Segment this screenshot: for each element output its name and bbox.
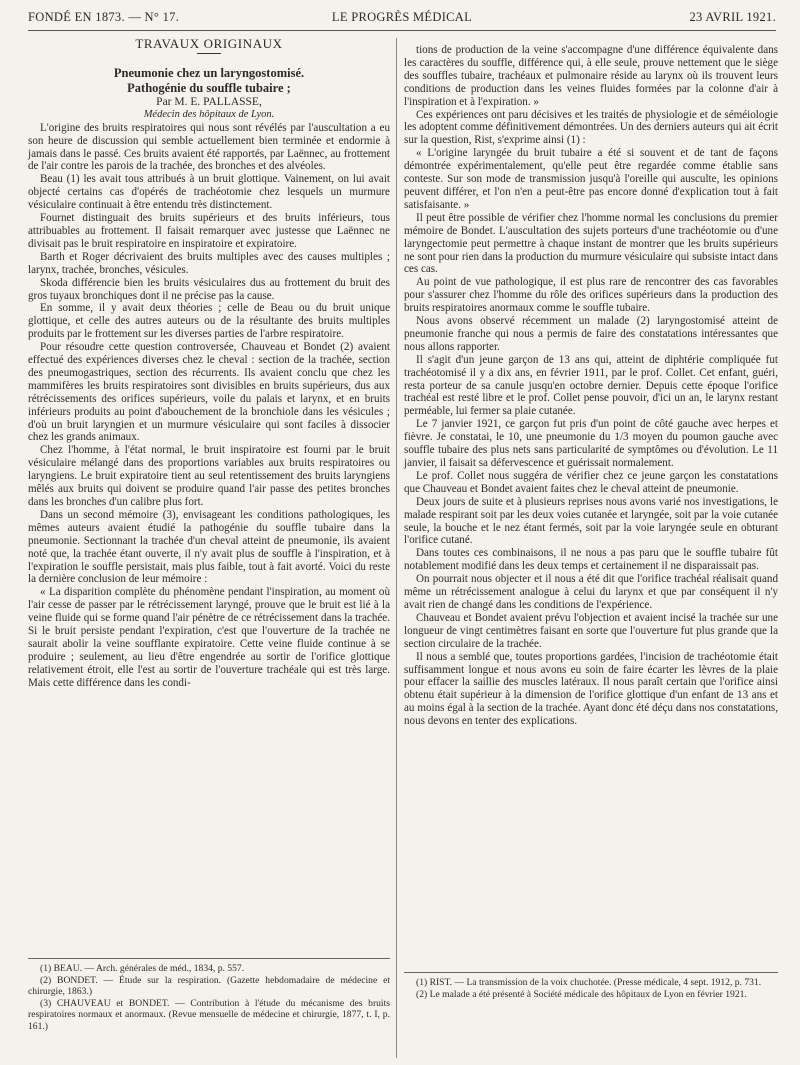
footnote: (2) Le malade a été présenté à Société médicale des hôpitaux de Lyon en février 1921. xyxy=(416,988,747,1000)
right-footnotes xyxy=(404,972,778,1000)
paragraph: Il nous a semblé que, toutes proportions gardées, l'incision de trachéotomie était suffisamment longue et nous avons eu soin de faire écarter les lèvres de la plaie pour effacer la saillie des muscles latéraux. Il nous paraît certain que l'orifice ainsi obtenu était supérieur à la dimension de l'orifice glottique d'un enfant de 13 ans et au moins égal à la section de la trachée. Ayant donc été déçu dans nos constatations, nous devons en tenter des explications. xyxy=(404,650,778,728)
paragraph: Skoda différencie bien les bruits vésiculaires dus au frottement du bruit des gros tuyaux bronchiques dont il ne précise pas la cause. xyxy=(28,276,390,302)
article-title-line1: Pneumonie chez un laryngostomisé. xyxy=(113,65,305,80)
footnote-rule xyxy=(28,958,390,959)
right-column xyxy=(404,44,778,728)
paragraph: On pourrait nous objecter et il nous a été dit que l'orifice trachéal réalisait quand même un rétrécissement analogue à celui du larynx et que par conséquent il n'y avait rien de changé dans les conditions de l'expérience. xyxy=(404,573,778,611)
paragraph: Dans un second mémoire (3), envisageant les conditions pathologiques, les mêmes auteurs avaient étudié la pathogénie du souffle tubaire dans la pneumonie. Sectionnant la trachée d'un cheval atteint de pneumonie, ils avaient noté que, la trachée étant ouverte, il n'y avait plus de souffle à l'inspiration, et à l'expiration le souffle persistait, mais plus faible, tout à fait avorté. Voici du reste la dernière conclusion de leur mémoire : xyxy=(28,508,390,586)
paragraph: Deux jours de suite et à plusieurs reprises nous avons varié nos investigations, le malade respirant soit par les deux voies cutanée et laryngée, soit par la voie cutanée seule, la bouche et le nez étant fermés, soit par la voie laryngée seule en obturant l'orifice cutané. xyxy=(404,495,778,547)
paragraph: En somme, il y avait deux théories ; celle de Beau ou du bruit unique glottique, et celle des autres auteurs ou de la résultante des bruits multiples produits par le frottement sur les diverses parties de l'arbre respiratoire. xyxy=(28,302,390,341)
paragraph: Chez l'homme, à l'état normal, le bruit inspiratoire est fourni par le bruit vésiculaire mélangé dans des proportions variables aux bruits respiratoires ou laryngiens. Le bruit expiratoire tient au seul retentissement des bruits laryngiens mêlés aux bruits qui doivent se produire quand l'air passe des petites bronches dans les bronches d'un calibre plus fort. xyxy=(28,444,390,508)
paragraph: « La disparition complète du phénomène pendant l'inspiration, au moment où l'air cesse de passer par le rétrécissement laryngé, prouve que le bruit est lié à la veine fluide qui se forme quand l'air pénètre de ce rétrécissement dans la trachée. Si le bruit persiste pendant l'expiration, c'est que l'ouverture de la trachée ne saurait abolir la veine soufflante expiratoire. Cette veine fluide continue à se produire ; seulement, au lieu d'être engendrée au sortir de l'orifice glottique relativement étroit, elle l'est au sortir de l'ouverture trachéale qui est très large. Mais cette différence dans les condi- xyxy=(28,586,390,689)
header-date: 23 AVRIL 1921. xyxy=(689,10,776,24)
paragraph: « L'origine laryngée du bruit tubaire a été si souvent et de tant de façons démontrée expérimentalement, qu'elle peut être regardée comme établie sans conteste. Sur son mode de transmission jusqu'à l'oreille qui ausculte, les opinions peuvent différer, et l'on n'en a peut-être pas encore donné d'explication tout à fait satisfaisante. » xyxy=(404,147,778,211)
page-header xyxy=(28,10,776,28)
footnote: (1) RIST. — La transmission de la voix chuchotée. (Presse médicale, 4 sept. 1912, p. 731. xyxy=(416,977,762,988)
article-byline: Par M. E. PALLASSE, xyxy=(156,95,262,108)
column-divider xyxy=(396,38,397,1058)
paragraph: Barth et Roger décrivaient des bruits multiples avec des causes multiples ; larynx, trachée, bronches, vésicules. xyxy=(28,250,390,276)
section-title: TRAVAUX ORIGINAUX xyxy=(135,36,283,51)
article-title-line2: Pathogénie du souffle tubaire ; xyxy=(127,80,291,95)
footnote-rule xyxy=(404,972,778,973)
author-affiliation: Médecin des hôpitaux de Lyon. xyxy=(143,108,275,120)
paragraph: Au point de vue pathologique, il est plus rare de rencontrer des cas favorables pour s'assurer chez l'homme du rôle des orifices supérieurs dans la production des bruits respiratoires anormaux comme le souffle tubaire. xyxy=(404,276,778,315)
paragraph: tions de production de la veine s'accompagne d'une différence équivalente dans les caractères du souffle, différence qui, à elle seule, prouve nettement que le siège des souffles tubaire, trachéaux et pulmonaire réside au larynx où ils trouvent leurs conditions de production dans les veines fluides formées par la colonne d'air à l'inspiration et à l'expiration. » xyxy=(404,44,778,108)
footnote: (2) BONDET. — Étude sur la respiration. (Gazette hebdomadaire de médecine et chirurgie, 1863.) xyxy=(28,974,390,997)
left-footnotes xyxy=(28,958,390,1032)
paragraph: Il peut être possible de vérifier chez l'homme normal les conclusions du premier mémoire de Bondet. L'auscultation des sujets porteurs d'une trachéotomie ou d'une laryngectomie peut permettre à chaque instant de montrer que les bruits supérieurs ne sont pour rien dans la production du murmure vésiculaire qui subsiste intact dans ces cas. xyxy=(404,211,778,276)
paragraph: Le 7 janvier 1921, ce garçon fut pris d'un point de côté gauche avec herpes et fièvre. Je constatai, le 10, une pneumonie du 1/3 moyen du poumon gauche avec souffle tubaire des plus nets sans particularité de symptômes ou d'évolution. Le 11 janvier, il faisait sa défervescence et guérissait normalement. xyxy=(404,418,778,469)
paragraph: Le prof. Collet nous suggéra de vérifier chez ce jeune garçon les constatations que Chauveau et Bondet avaient faites chez le cheval atteint de pneumonie. xyxy=(404,469,778,495)
left-column xyxy=(28,38,390,690)
paragraph: Ces expériences ont paru décisives et les traités de physiologie et de séméiologie les adoptent comme définitivement démontrées. Un des derniers auteurs qui ait écrit sur la question, Rist, s'exprime ainsi (1) : xyxy=(404,108,778,147)
header-founded-issue: FONDÉ EN 1873. — N° 17. xyxy=(28,10,180,24)
paragraph: Nous avons observé récemment un malade (2) laryngostomisé atteint de pneumonie franche qui nous a permis de faire des constatations intéressantes que nous allons rapporter. xyxy=(404,315,778,353)
section-title-rule xyxy=(197,53,221,54)
header-rule xyxy=(28,30,776,31)
paragraph: Pour résoudre cette question controversée, Chauveau et Bondet (2) avaient effectué des expériences diverses chez le cheval : section de la trachée, section des pneumogastriques, section des récurrents. Ils avaient conclu que chez les mammifères les bruits respiratoires sont divisibles en bruits supérieurs, dus aux rétrécissements des orifices supérieurs, voile du palais et larynx, et en bruits inférieurs produits au point d'abouchement de la bronchiole dans les vésicules ; d'où un bruit laryngien et un murmure vésiculaire qui sont faciles à dissocier chez les grands animaux. xyxy=(28,341,390,444)
paragraph: Dans toutes ces combinaisons, il ne nous a pas paru que le souffle tubaire fût notablement modifié dans les deux temps et certainement il ne disparaissait pas. xyxy=(404,547,778,573)
paragraph: Fournet distinguait des bruits supérieurs et des bruits inférieurs, tous attribuables au frottement. Il faisait remarquer avec justesse que Laënnec ne divisait pas le bruit respiratoire en inspiratoire et expiratoire. xyxy=(28,212,390,250)
header-journal-title: LE PROGRÈS MÉDICAL xyxy=(331,10,473,24)
paragraph: Beau (1) les avait tous attribués à un bruit glottique. Vainement, on lui avait objecté certains cas d'opérés de trachéotomie chez lesquels un murmure vésiculaire continuait à être entendu très distinctement. xyxy=(28,173,390,212)
paragraph: Il s'agit d'un jeune garçon de 13 ans qui, atteint de diphtérie compliquée fut trachéotomisé il y a dix ans, en février 1911, par le prof. Collet. Cet enfant, guéri, resta porteur de sa canule jusqu'en octobre dernier. Depuis cette époque l'orifice trachéal est resté libre et le prof. Collet pense pouvoir, d'ici un an, le larynx restant perméable, lui fermer sa plaie cutanée. xyxy=(404,353,778,418)
paragraph: L'origine des bruits respiratoires qui nous sont révélés par l'auscultation a eu son heure de discussion qui semble actuellement bien terminée et endormie à jamais dans le passé. Ces bruits avaient été rapportés, par Laënnec, au frottement de l'air contre les parois de la trachée, des bronches et des alvéoles. xyxy=(28,121,390,173)
paragraph: Chauveau et Bondet avaient prévu l'objection et avaient incisé la trachée sur une longueur de vingt centimètres faisant en sorte que l'ouverture fut plus grande que la section circulaire de la trachée. xyxy=(404,611,778,650)
footnote: (1) BEAU. — Arch. générales de méd., 1834, p. 557. xyxy=(40,963,245,974)
footnote: (3) CHAUVEAU et BONDET. — Contribution à l'étude du mécanisme des bruits respiratoires normaux et anormaux. (Revue mensuelle de médecine et chirurgie, 1877, t. I, p. 161.) xyxy=(28,997,390,1032)
